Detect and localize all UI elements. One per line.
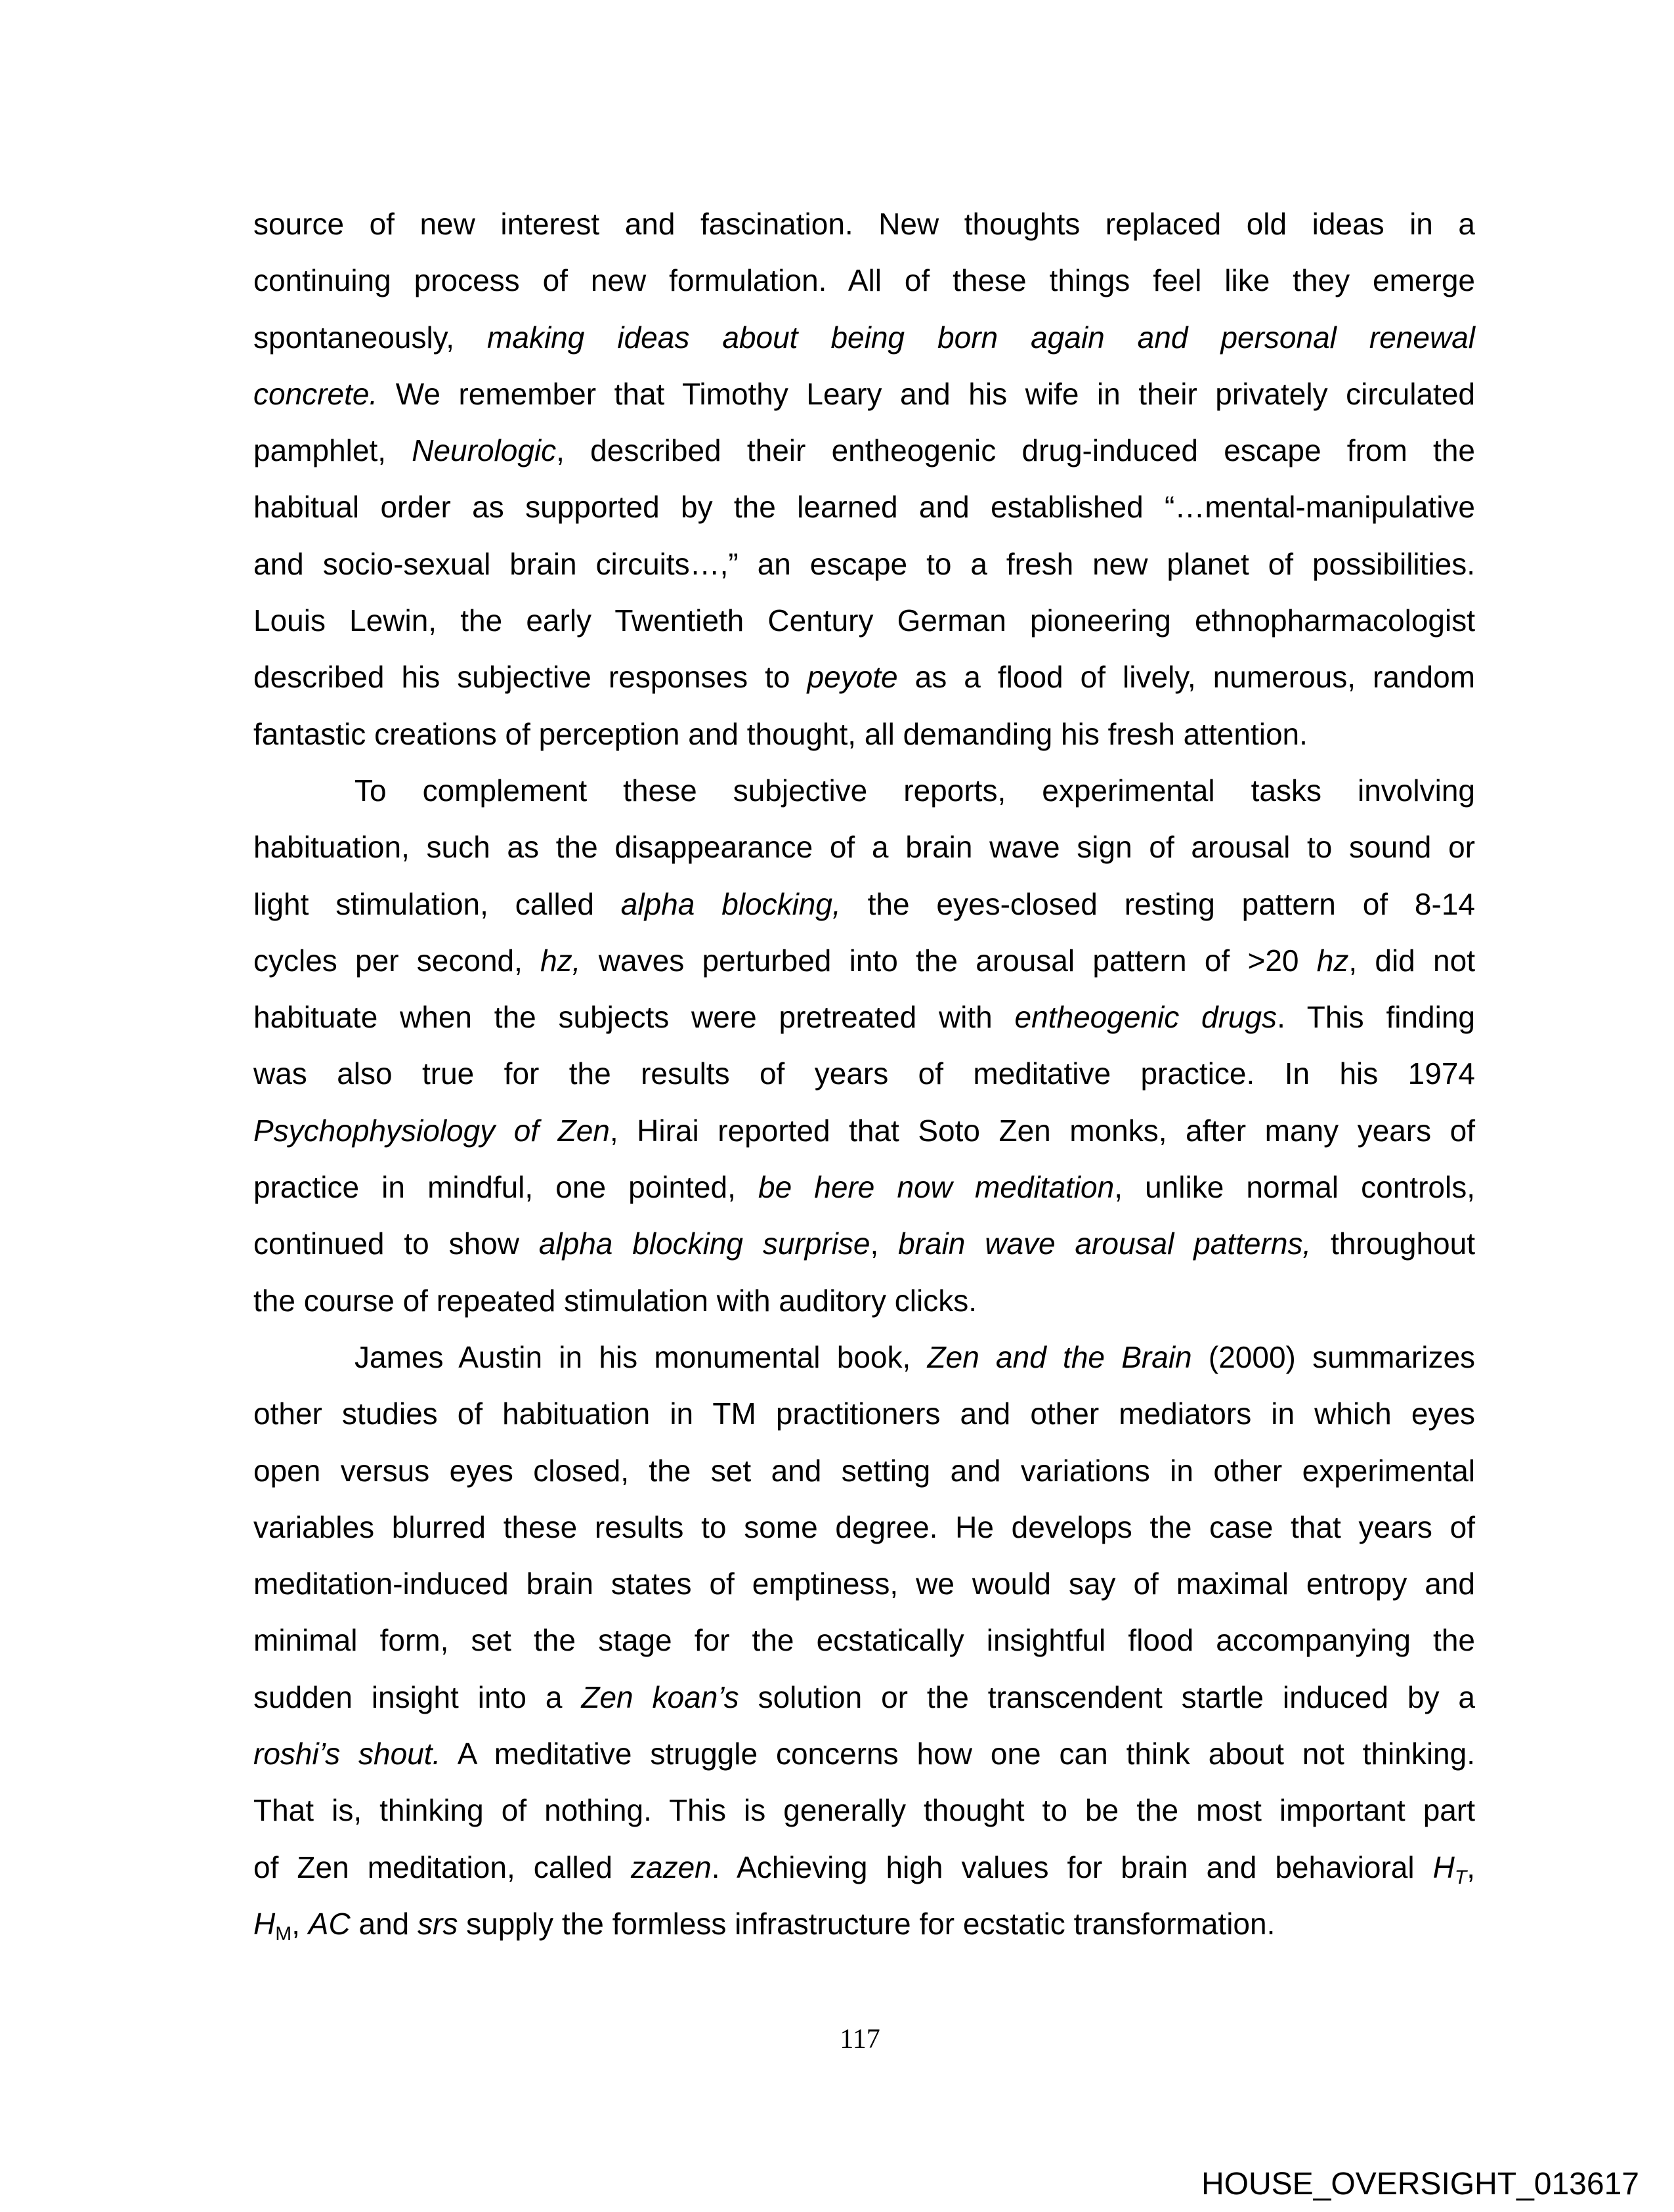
text-run: minimal form, set the stage for the ecstatically insightful flood accompanying the [253, 1623, 1475, 1658]
text-run: habituation, such as the disappearance of a brain wave sign of arousal to sound or [253, 830, 1475, 865]
text-line [253, 1669, 1475, 1725]
text-run: of Zen meditation, called [253, 1850, 631, 1884]
italic-text: AC [308, 1906, 351, 1941]
text-run: (2000) summarizes [1191, 1339, 1476, 1374]
paragraph [253, 1329, 1475, 1952]
italic-text: roshi’s shout. [253, 1737, 441, 1771]
italic-text: concrete. [253, 376, 378, 411]
text-line [253, 366, 1475, 422]
text-line [253, 252, 1475, 309]
text-run: . This finding [1277, 1000, 1476, 1035]
text-run: cycles per second, [253, 943, 541, 978]
text-line [253, 536, 1475, 592]
subscript: T [1454, 1866, 1467, 1888]
text-run: waves perturbed into the arousal pattern of >20 [580, 943, 1317, 978]
text-line [253, 309, 1475, 366]
paragraph [253, 762, 1475, 1329]
subscript: M [275, 1922, 292, 1945]
text-line [253, 422, 1475, 479]
text-run: other studies of habituation in TM practitioners and other mediators in which eyes [253, 1397, 1475, 1431]
text-run: practice in mindful, one pointed, [253, 1170, 758, 1205]
text-line [253, 649, 1475, 705]
text-run: habituate when the subjects were pretreated with [253, 1000, 1015, 1035]
text-line [253, 876, 1475, 932]
text-line [253, 1555, 1475, 1612]
text-line [253, 762, 1475, 819]
italic-text: be here now meditation [758, 1170, 1115, 1205]
text-run: We remember that Timothy Leary and his wife in their privately circulated [377, 376, 1475, 411]
text-run: variables blurred these results to some degree. He develops the case that years of [253, 1509, 1475, 1544]
text-line [253, 196, 1475, 252]
text-line [253, 1272, 1475, 1329]
text-run: described his subjective responses to [253, 660, 807, 695]
text-line [253, 1045, 1475, 1102]
text-run: supply the formless infrastructure for ecstatic transformation. [458, 1906, 1276, 1941]
text-line [253, 1896, 1475, 1952]
italic-text: alpha blocking, [620, 886, 841, 921]
text-run: was also true for the results of years of meditative practice. In his 1974 [253, 1056, 1475, 1091]
text-line [253, 592, 1475, 649]
text-line [253, 706, 1475, 762]
text-run: light stimulation, called [253, 886, 621, 921]
text-run: , did not [1348, 943, 1475, 978]
italic-text: alpha blocking surprise [538, 1226, 870, 1261]
text-line [253, 1499, 1475, 1555]
italic-text: hz [1316, 943, 1349, 978]
italic-text: making ideas about being born again and personal renewal [487, 320, 1475, 355]
italic-text: Neurologic [412, 433, 557, 468]
text-run: meditation-induced brain states of emptiness, we would say of maximal entropy and [253, 1567, 1475, 1601]
text-line [253, 1215, 1475, 1272]
text-run: pamphlet, [253, 433, 412, 468]
text-line [253, 1725, 1475, 1782]
text-line [253, 1612, 1475, 1668]
text-run: , Hirai reported that Soto Zen monks, after many years of [609, 1113, 1475, 1148]
text-line [253, 1442, 1475, 1499]
italic-text: hz, [540, 943, 581, 978]
text-run: continued to show [253, 1226, 539, 1261]
italic-text: entheogenic drugs [1014, 1000, 1277, 1035]
page-number: 117 [840, 2024, 880, 2054]
text-line [253, 1839, 1475, 1896]
text-line [253, 989, 1475, 1045]
text-line [253, 1159, 1475, 1215]
text-line [253, 819, 1475, 875]
text-run: sudden insight into a [253, 1680, 582, 1714]
text-run: , [291, 1906, 309, 1941]
text-run: continuing process of new formulation. All of these things feel like they emerge [253, 263, 1475, 298]
text-run: open versus eyes closed, the set and setting and variations in other experimental [253, 1453, 1475, 1488]
italic-text: Zen koan’s [581, 1680, 739, 1714]
text-run: A meditative struggle concerns how one can think about not thinking. [440, 1737, 1476, 1771]
text-run: Louis Lewin, the early Twentieth Century German pioneering ethnopharmacologist [253, 603, 1475, 638]
text-run: , [870, 1226, 899, 1261]
text-run: habitual order as supported by the learned and established “…mental-manipulative [253, 490, 1475, 525]
italic-text: H [253, 1906, 276, 1941]
text-run: , [1467, 1850, 1475, 1884]
text-run: and [350, 1906, 418, 1941]
paragraph [253, 196, 1475, 762]
text-line [253, 1329, 1475, 1385]
bates-number: HOUSE_OVERSIGHT_013617 [1201, 2167, 1639, 2201]
text-run: , unlike normal controls, [1114, 1170, 1475, 1205]
text-line [253, 1385, 1475, 1442]
text-run: spontaneously, [253, 320, 488, 355]
text-run: . Achieving high values for brain and behavioral [711, 1850, 1433, 1884]
text-run: , described their entheogenic drug-induced escape from the [556, 433, 1475, 468]
text-run: solution or the transcendent startle induced by a [739, 1680, 1475, 1714]
italic-text: zazen [630, 1850, 712, 1884]
text-line [253, 932, 1475, 989]
italic-text: Zen and the Brain [927, 1339, 1192, 1374]
text-run: To complement these subjective reports, experimental tasks involving [354, 773, 1475, 808]
text-run: That is, thinking of nothing. This is generally thought to be the most important part [253, 1793, 1475, 1828]
text-line [253, 1782, 1475, 1838]
italic-text: H [1432, 1850, 1455, 1884]
body-text [253, 196, 1475, 1952]
text-run: James Austin in his monumental book, [354, 1339, 928, 1374]
text-line [253, 1102, 1475, 1159]
text-run: as a flood of lively, numerous, random [897, 660, 1476, 695]
italic-text: srs [418, 1906, 458, 1941]
italic-text: peyote [807, 660, 898, 695]
italic-text: brain wave arousal patterns, [898, 1226, 1312, 1261]
text-run: throughout [1311, 1226, 1475, 1261]
text-run: source of new interest and fascination. New thoughts replaced old ideas in a [253, 207, 1475, 241]
text-run: and socio-sexual brain circuits…,” an escape to a fresh new planet of possibilities. [253, 546, 1475, 581]
italic-text: Psychophysiology of Zen [253, 1113, 610, 1148]
text-run: fantastic creations of perception and thought, all demanding his fresh attention. [253, 716, 1308, 751]
text-run: the course of repeated stimulation with auditory clicks. [253, 1283, 977, 1318]
text-run: the eyes-closed resting pattern of 8-14 [840, 886, 1475, 921]
text-line [253, 479, 1475, 535]
